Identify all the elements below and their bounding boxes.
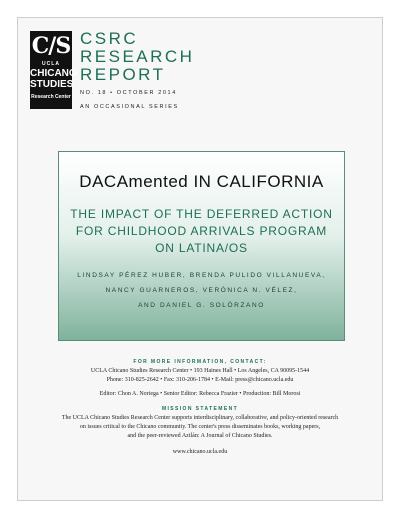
subtitle-line: THE IMPACT OF THE DEFERRED ACTION bbox=[70, 207, 333, 221]
series-label: AN OCCASIONAL SERIES bbox=[80, 104, 179, 110]
csrc-logo bbox=[30, 31, 77, 109]
contact-address: UCLA Chicano Studies Research Center • 193 Haines Hall • Los Angeles, CA 90095-1544 bbox=[90, 368, 310, 374]
logo-chicano: CHICANO bbox=[30, 68, 77, 79]
logo-ucla: UCLA bbox=[42, 61, 60, 67]
subtitle-line: ON LATINA/OS bbox=[155, 241, 248, 255]
author-line: LINDSAY PÉREZ HUBER, BRENDA PULIDO VILLANUEVA, bbox=[77, 272, 326, 279]
subtitle-line: FOR CHILDHOOD ARRIVALS PROGRAM bbox=[75, 224, 328, 238]
author-list bbox=[59, 268, 344, 313]
title-line-csrc: CSRC bbox=[80, 29, 139, 48]
contact-phone: Phone: 310-825-2642 • Fax: 310-206-1784 • E-Mail: press@chicano.ucla.edu bbox=[106, 377, 294, 383]
mission-line: The UCLA Chicano Studies Research Center supports interdisciplinary, collaborative, and policy-oriented research bbox=[61, 415, 339, 421]
author-line: NANCY GUARNEROS, VERÓNICA N. VÉLEZ, bbox=[105, 287, 298, 294]
title-panel bbox=[58, 151, 345, 341]
logo-research-center: Research Center bbox=[31, 94, 71, 100]
mission-line: on issues critical to the Chicano community. The center's press disseminates books, working papers, bbox=[79, 424, 321, 430]
mission-line: and the peer-reviewed Aztlán: A Journal of Chicano Studies. bbox=[127, 433, 273, 439]
report-subtitle bbox=[59, 206, 344, 257]
website-link[interactable]: www.chicano.ucla.edu bbox=[172, 449, 228, 455]
logo-cs-mark: C/S bbox=[31, 33, 71, 59]
author-line: AND DANIEL G. SOLÓRZANO bbox=[138, 302, 265, 309]
mission-heading: MISSION STATEMENT bbox=[161, 406, 239, 412]
title-line-report: REPORT bbox=[80, 65, 166, 84]
logo-studies: STUDIES bbox=[30, 79, 74, 90]
issue-number: NO. 18 • OCTOBER 2014 bbox=[80, 90, 177, 96]
report-headline: DACAmented IN CALIFORNIA bbox=[79, 172, 324, 191]
editor-credits: Editor: Chon A. Noriega • Senior Editor: Rebecca Frazier • Production: Bill Morosi bbox=[99, 391, 301, 397]
report-series-title bbox=[80, 30, 194, 84]
contact-heading: FOR MORE INFORMATION, CONTACT: bbox=[133, 359, 267, 365]
title-line-research: RESEARCH bbox=[80, 47, 195, 66]
